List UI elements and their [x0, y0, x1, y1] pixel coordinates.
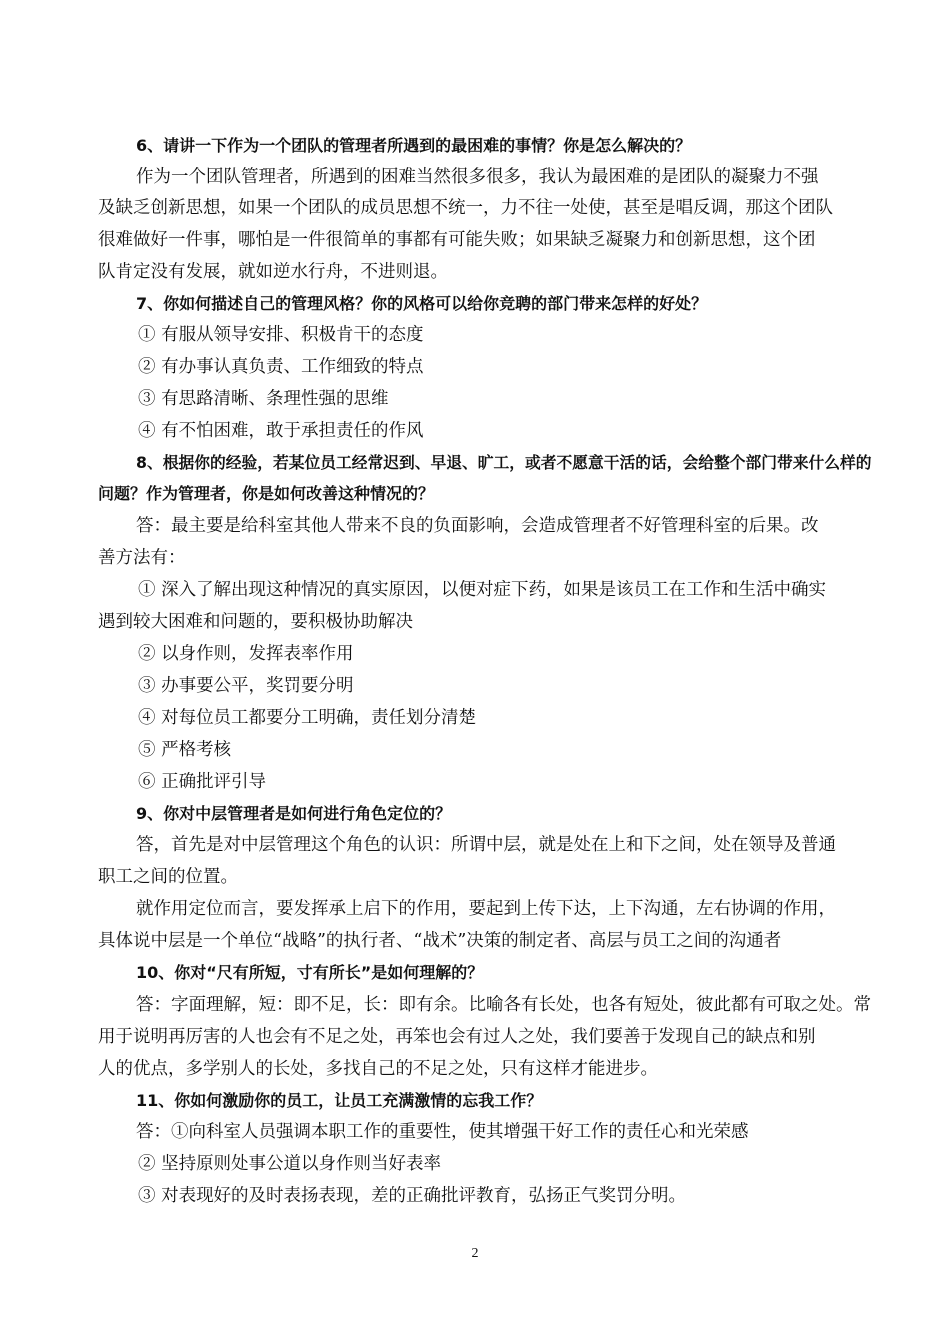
answer-6-line-2: 及缺乏创新思想，如果一个团队的成员思想不统一，力不往一处使，甚至是唱反调，那这个团队 [98, 198, 833, 218]
question-7: 7、你如何描述自己的管理风格？你的风格可以给你竞聘的部门带来怎样的好处？ [136, 294, 708, 313]
answer-8-item-1-line-1: ① 深入了解出现这种情况的真实原因，以便对症下药，如果是该员工在工作和生活中确实 [138, 580, 827, 600]
answer-10-line-3: 人的优点，多学别人的长处，多找自己的不足之处，只有这样才能进步。 [98, 1059, 658, 1079]
answer-8-item-2: ② 以身作则，发挥表率作用 [138, 644, 354, 664]
question-10: 10、你对“尺有所短，寸有所长”是如何理解的？ [136, 963, 484, 982]
answer-7-item-2: ② 有办事认真负责、工作细致的特点 [138, 357, 424, 377]
answer-11-item-1: 答：①向科室人员强调本职工作的重要性，使其增强干好工作的责任心和光荣感 [136, 1122, 749, 1142]
answer-9-line-2: 职工之间的位置。 [98, 867, 238, 887]
answer-8-item-1-line-2: 遇到较大困难和问题的，要积极协助解决 [98, 612, 413, 632]
question-9: 9、你对中层管理者是如何进行角色定位的？ [136, 804, 452, 823]
answer-9-line-4: 具体说中层是一个单位“战略”的执行者、“战术”决策的制定者、高层与员工之间的沟通者 [98, 931, 782, 951]
answer-10-line-1: 答：字面理解，短：即不足，长：即有余。比喻各有长处，也各有短处，彼此都有可取之处。常 [136, 995, 871, 1015]
answer-8-item-6: ⑥ 正确批评引导 [138, 772, 267, 792]
question-11: 11、你如何激励你的员工，让员工充满激情的忘我工作？ [136, 1091, 543, 1110]
page-number: 2 [471, 1246, 479, 1261]
answer-8-line-1: 答：最主要是给科室其他人带来不良的负面影响，会造成管理者不好管理科室的后果。改 [136, 516, 819, 536]
question-6: 6、请讲一下作为一个团队的管理者所遇到的最困难的事情？你是怎么解决的？ [136, 136, 692, 155]
answer-7-item-4: ④ 有不怕困难，敢于承担责任的作风 [138, 421, 424, 441]
answer-9-line-3: 就作用定位而言，要发挥承上启下的作用，要起到上传下达，上下沟通，左右协调的作用， [136, 899, 836, 919]
answer-8-item-5: ⑤ 严格考核 [138, 740, 232, 760]
answer-8-item-4: ④ 对每位员工都要分工明确，责任划分清楚 [138, 708, 477, 728]
question-8-line-1: 8、根据你的经验，若某位员工经常迟到、早退、旷工，或者不愿意干活的话，会给整个部门带来什么样的 [136, 453, 872, 472]
answer-8-item-3: ③ 办事要公平，奖罚要分明 [138, 676, 354, 696]
question-8-line-2: 问题？作为管理者，你是如何改善这种情况的？ [98, 484, 435, 503]
answer-7-item-1: ① 有服从领导安排、积极肯干的态度 [138, 325, 424, 345]
answer-10-line-2: 用于说明再厉害的人也会有不足之处，再笨也会有过人之处，我们要善于发现自己的缺点和别 [98, 1027, 816, 1047]
answer-7-item-3: ③ 有思路清晰、条理性强的思维 [138, 389, 389, 409]
answer-6-line-3: 很难做好一件事，哪怕是一件很简单的事都有可能失败；如果缺乏凝聚力和创新思想，这个团 [98, 230, 816, 250]
answer-9-line-1: 答，首先是对中层管理这个角色的认识：所谓中层，就是处在上和下之间，处在领导及普通 [136, 835, 836, 855]
answer-6-line-4: 队肯定没有发展，就如逆水行舟，不进则退。 [98, 262, 448, 282]
answer-11-item-2: ② 坚持原则处事公道以身作则当好表率 [138, 1154, 442, 1174]
answer-8-line-2: 善方法有： [98, 548, 186, 568]
answer-11-item-3: ③ 对表现好的及时表扬表现，差的正确批评教育，弘扬正气奖罚分明。 [138, 1186, 687, 1206]
answer-6-line-1: 作为一个团队管理者，所遇到的困难当然很多很多，我认为最困难的是团队的凝聚力不强 [136, 167, 819, 187]
